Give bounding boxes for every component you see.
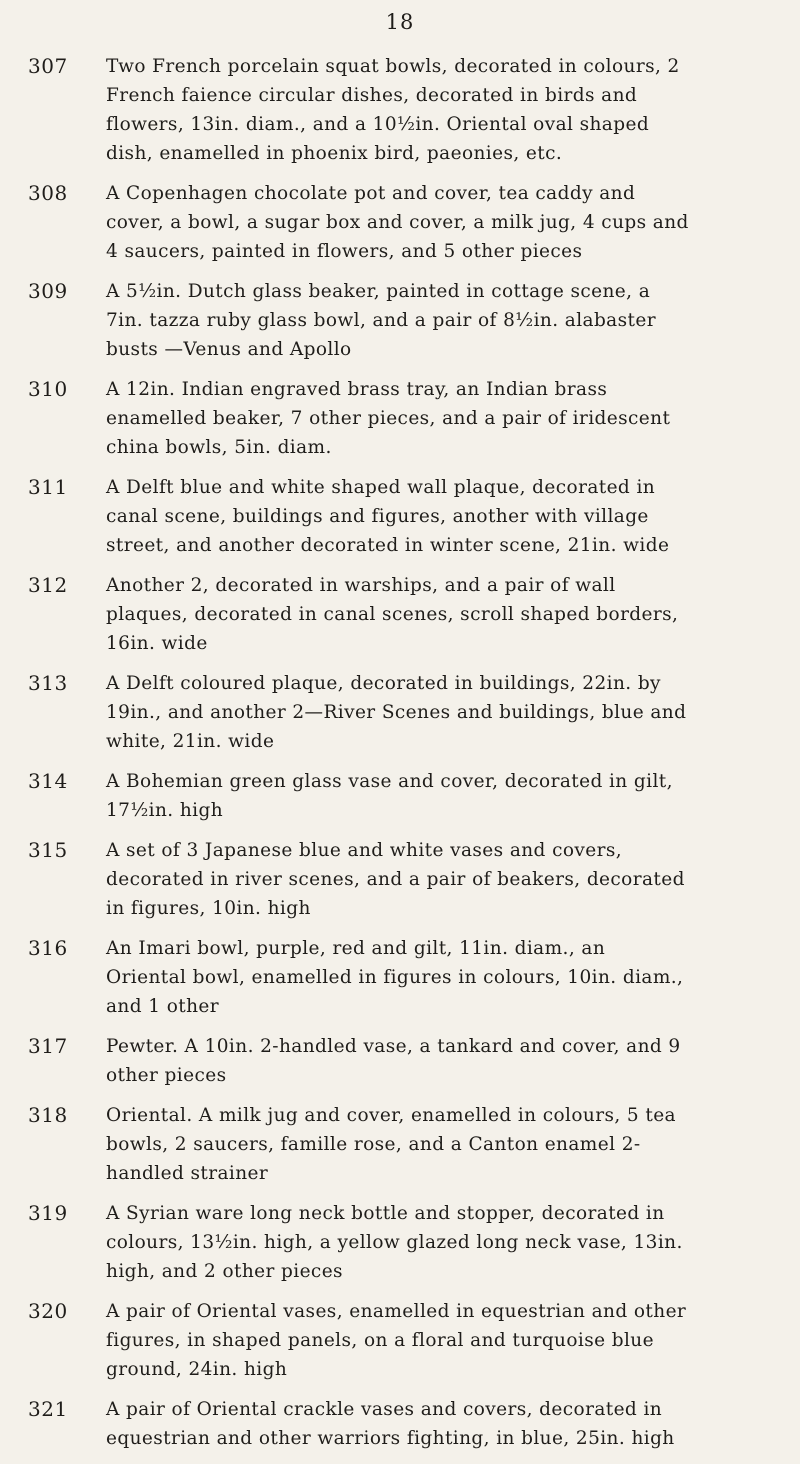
lot-description: Pewter. A 10in. 2-handled vase, a tankard and cover, and 9 other pieces: [106, 1036, 681, 1086]
lot-description: A Delft coloured plaque, decorated in buildings, 22in. by 19in., and another 2—River Scenes and buildings, blue and white, 21in. wide: [106, 673, 687, 752]
lot-number: 308: [28, 181, 68, 205]
lot-number: 312: [28, 573, 68, 597]
lot-entry: [0, 52, 800, 168]
lot-entry: [0, 767, 800, 825]
lot-entry: [0, 1101, 800, 1188]
lot-number: 316: [28, 936, 68, 960]
lot-number: 315: [28, 838, 68, 862]
lot-number: 320: [28, 1299, 68, 1323]
lot-number: 311: [28, 475, 68, 499]
lot-description: A Delft blue and white shaped wall plaque, decorated in canal scene, buildings and figures, another with village street, and another decorated in winter scene, 21in. wide: [106, 477, 670, 556]
lot-entry: [0, 375, 800, 462]
lot-list: [0, 52, 800, 1464]
lot-number: 319: [28, 1201, 68, 1225]
lot-description: Two French porcelain squat bowls, decorated in colours, 2 French faience circular dishes, decorated in birds and flowers, 13in. diam., and a 10½in. Oriental oval shaped dish, enamelled in phoenix bird, paeonies, etc.: [106, 56, 680, 164]
lot-description: A Copenhagen chocolate pot and cover, tea caddy and cover, a bowl, a sugar box and cover, a milk jug, 4 cups and 4 saucers, painted in flowers, and 5 other pieces: [106, 183, 689, 262]
lot-number: 321: [28, 1397, 68, 1421]
lot-entry: [0, 1395, 800, 1453]
lot-entry: [0, 571, 800, 658]
lot-description: Another 2, decorated in warships, and a pair of wall plaques, decorated in canal scenes, scroll shaped borders, 16in. wide: [106, 575, 679, 654]
lot-number: 313: [28, 671, 68, 695]
page-number: 18: [385, 10, 415, 34]
lot-description: A pair of Oriental crackle vases and covers, decorated in equestrian and other warriors fighting, in blue, 25in. high: [106, 1399, 675, 1449]
lot-entry: [0, 473, 800, 560]
lot-description: A Bohemian green glass vase and cover, decorated in gilt, 17½in. high: [106, 771, 673, 821]
lot-number: 309: [28, 279, 68, 303]
lot-description: An Imari bowl, purple, red and gilt, 11in. diam., an Oriental bowl, enamelled in figures in colours, 10in. diam., and 1 other: [106, 938, 684, 1017]
lot-entry: [0, 1032, 800, 1090]
lot-description: A set of 3 Japanese blue and white vases and covers, decorated in river scenes, and a pair of beakers, decorated in figures, 10in. high: [106, 840, 685, 919]
lot-entry: [0, 277, 800, 364]
lot-entry: [0, 1297, 800, 1384]
lot-entry: [0, 836, 800, 923]
lot-entry: [0, 669, 800, 756]
lot-description: A Syrian ware long neck bottle and stopper, decorated in colours, 13½in. high, a yellow glazed long neck vase, 13in. high, and 2 other pieces: [106, 1203, 683, 1282]
lot-description: A 5½in. Dutch glass beaker, painted in cottage scene, a 7in. tazza ruby glass bowl, and a pair of 8½in. alabaster busts —Venus and Apollo: [106, 281, 656, 360]
lot-description: A 12in. Indian engraved brass tray, an Indian brass enamelled beaker, 7 other pieces, and a pair of iridescent china bowls, 5in. diam.: [106, 379, 671, 458]
lot-description: Oriental. A milk jug and cover, enamelled in colours, 5 tea bowls, 2 saucers, famille rose, and a Canton enamel 2-handled strainer: [106, 1105, 676, 1184]
lot-number: 317: [28, 1034, 68, 1058]
lot-number: 318: [28, 1103, 68, 1127]
lot-description: A pair of Oriental vases, enamelled in equestrian and other figures, in shaped panels, on a floral and turquoise blue ground, 24in. high: [106, 1301, 687, 1380]
lot-number: 310: [28, 377, 68, 401]
lot-entry: [0, 179, 800, 266]
lot-number: 307: [28, 54, 68, 78]
lot-entry: [0, 1199, 800, 1286]
lot-number: 314: [28, 769, 68, 793]
lot-entry: [0, 934, 800, 1021]
